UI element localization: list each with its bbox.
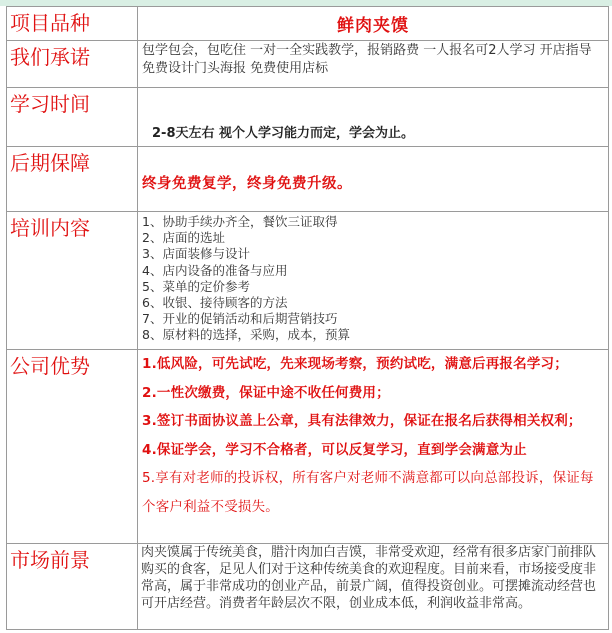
label-training: 培训内容 xyxy=(7,212,138,350)
market-text: 肉夹馍属于传统美食，腊汁肉加白吉馍，非常受欢迎，经常有很多店家门前排队购买的食客，足见人们对于这种传统美食的欢迎程度。目前来看，市场接受度非常高，属于非常成功的创业产品，前景广阔，值得投资创业。可摆摊流动经营也可开店经营。消费者年龄层次不限，创业成本低，利润收益非常高。 xyxy=(141,545,597,611)
row-study-time xyxy=(7,88,609,147)
training-item: 3、店面装修与设计 xyxy=(142,246,250,262)
advantage-item: 3.签订书面协议盖上公章，具有法律效力，保证在报名后获得相关权利； xyxy=(142,413,582,430)
advantage-item: 5.享有对老师的投诉权，所有客户对老师不满意都可以向总部投诉，保证每个客户利益不受损失。 xyxy=(142,470,594,515)
label-advantage: 公司优势 xyxy=(7,350,138,544)
promise-text: 包学包会，包吃住 一对一全实践教学，报销路费 一人报名可2人学习 开店指导 免费设计门头海报 免费使用店标 xyxy=(142,43,592,76)
advantage-item: 2.一性次缴费，保证中途不收任何费用； xyxy=(142,384,390,401)
label-after-service: 后期保障 xyxy=(7,147,138,212)
row-training xyxy=(7,212,609,350)
training-item: 6、收银、接待顾客的方法 xyxy=(142,295,288,311)
training-item: 8、原材料的选择，采购，成本，预算 xyxy=(142,327,350,343)
row-product xyxy=(7,7,609,41)
advantage-item: 4.保证学会，学习不合格者，可以反复学习，直到学会满意为止 xyxy=(142,441,527,458)
advantage-item: 1.低风险，可先试吃，先来现场考察，预约试吃，满意后再报名学习； xyxy=(142,356,568,372)
study-time-text: 2-8天左右 视个人学习能力而定，学会为止。 xyxy=(152,126,415,141)
after-service-text: 终身免费复学，终身免费升级。 xyxy=(142,176,352,192)
training-item: 7、开业的促销活动和后期营销技巧 xyxy=(142,311,338,327)
advantage-list xyxy=(138,350,608,522)
value-study-time xyxy=(138,88,609,147)
value-product xyxy=(138,7,609,41)
label-promise: 我们承诺 xyxy=(7,41,138,88)
training-item: 1、协助手续办齐全，餐饮三证取得 xyxy=(142,214,338,229)
product-title: 鲜肉夹馍 xyxy=(337,16,409,36)
training-item: 5、菜单的定价参考 xyxy=(142,278,250,294)
value-market xyxy=(138,544,609,630)
value-after-service xyxy=(138,147,609,212)
row-advantage xyxy=(7,350,609,544)
row-promise xyxy=(7,41,609,88)
row-market xyxy=(7,544,609,630)
value-training xyxy=(138,212,609,350)
value-promise xyxy=(138,41,609,88)
label-product: 项目品种 xyxy=(7,7,138,41)
info-table xyxy=(6,6,609,630)
label-market: 市场前景 xyxy=(7,544,138,630)
training-item: 2、店面的选址 xyxy=(142,230,225,246)
label-study-time: 学习时间 xyxy=(7,88,138,147)
training-item: 4、店内设备的准备与应用 xyxy=(142,262,288,278)
training-list xyxy=(138,212,608,346)
row-after-service xyxy=(7,147,609,212)
value-advantage xyxy=(138,350,609,544)
